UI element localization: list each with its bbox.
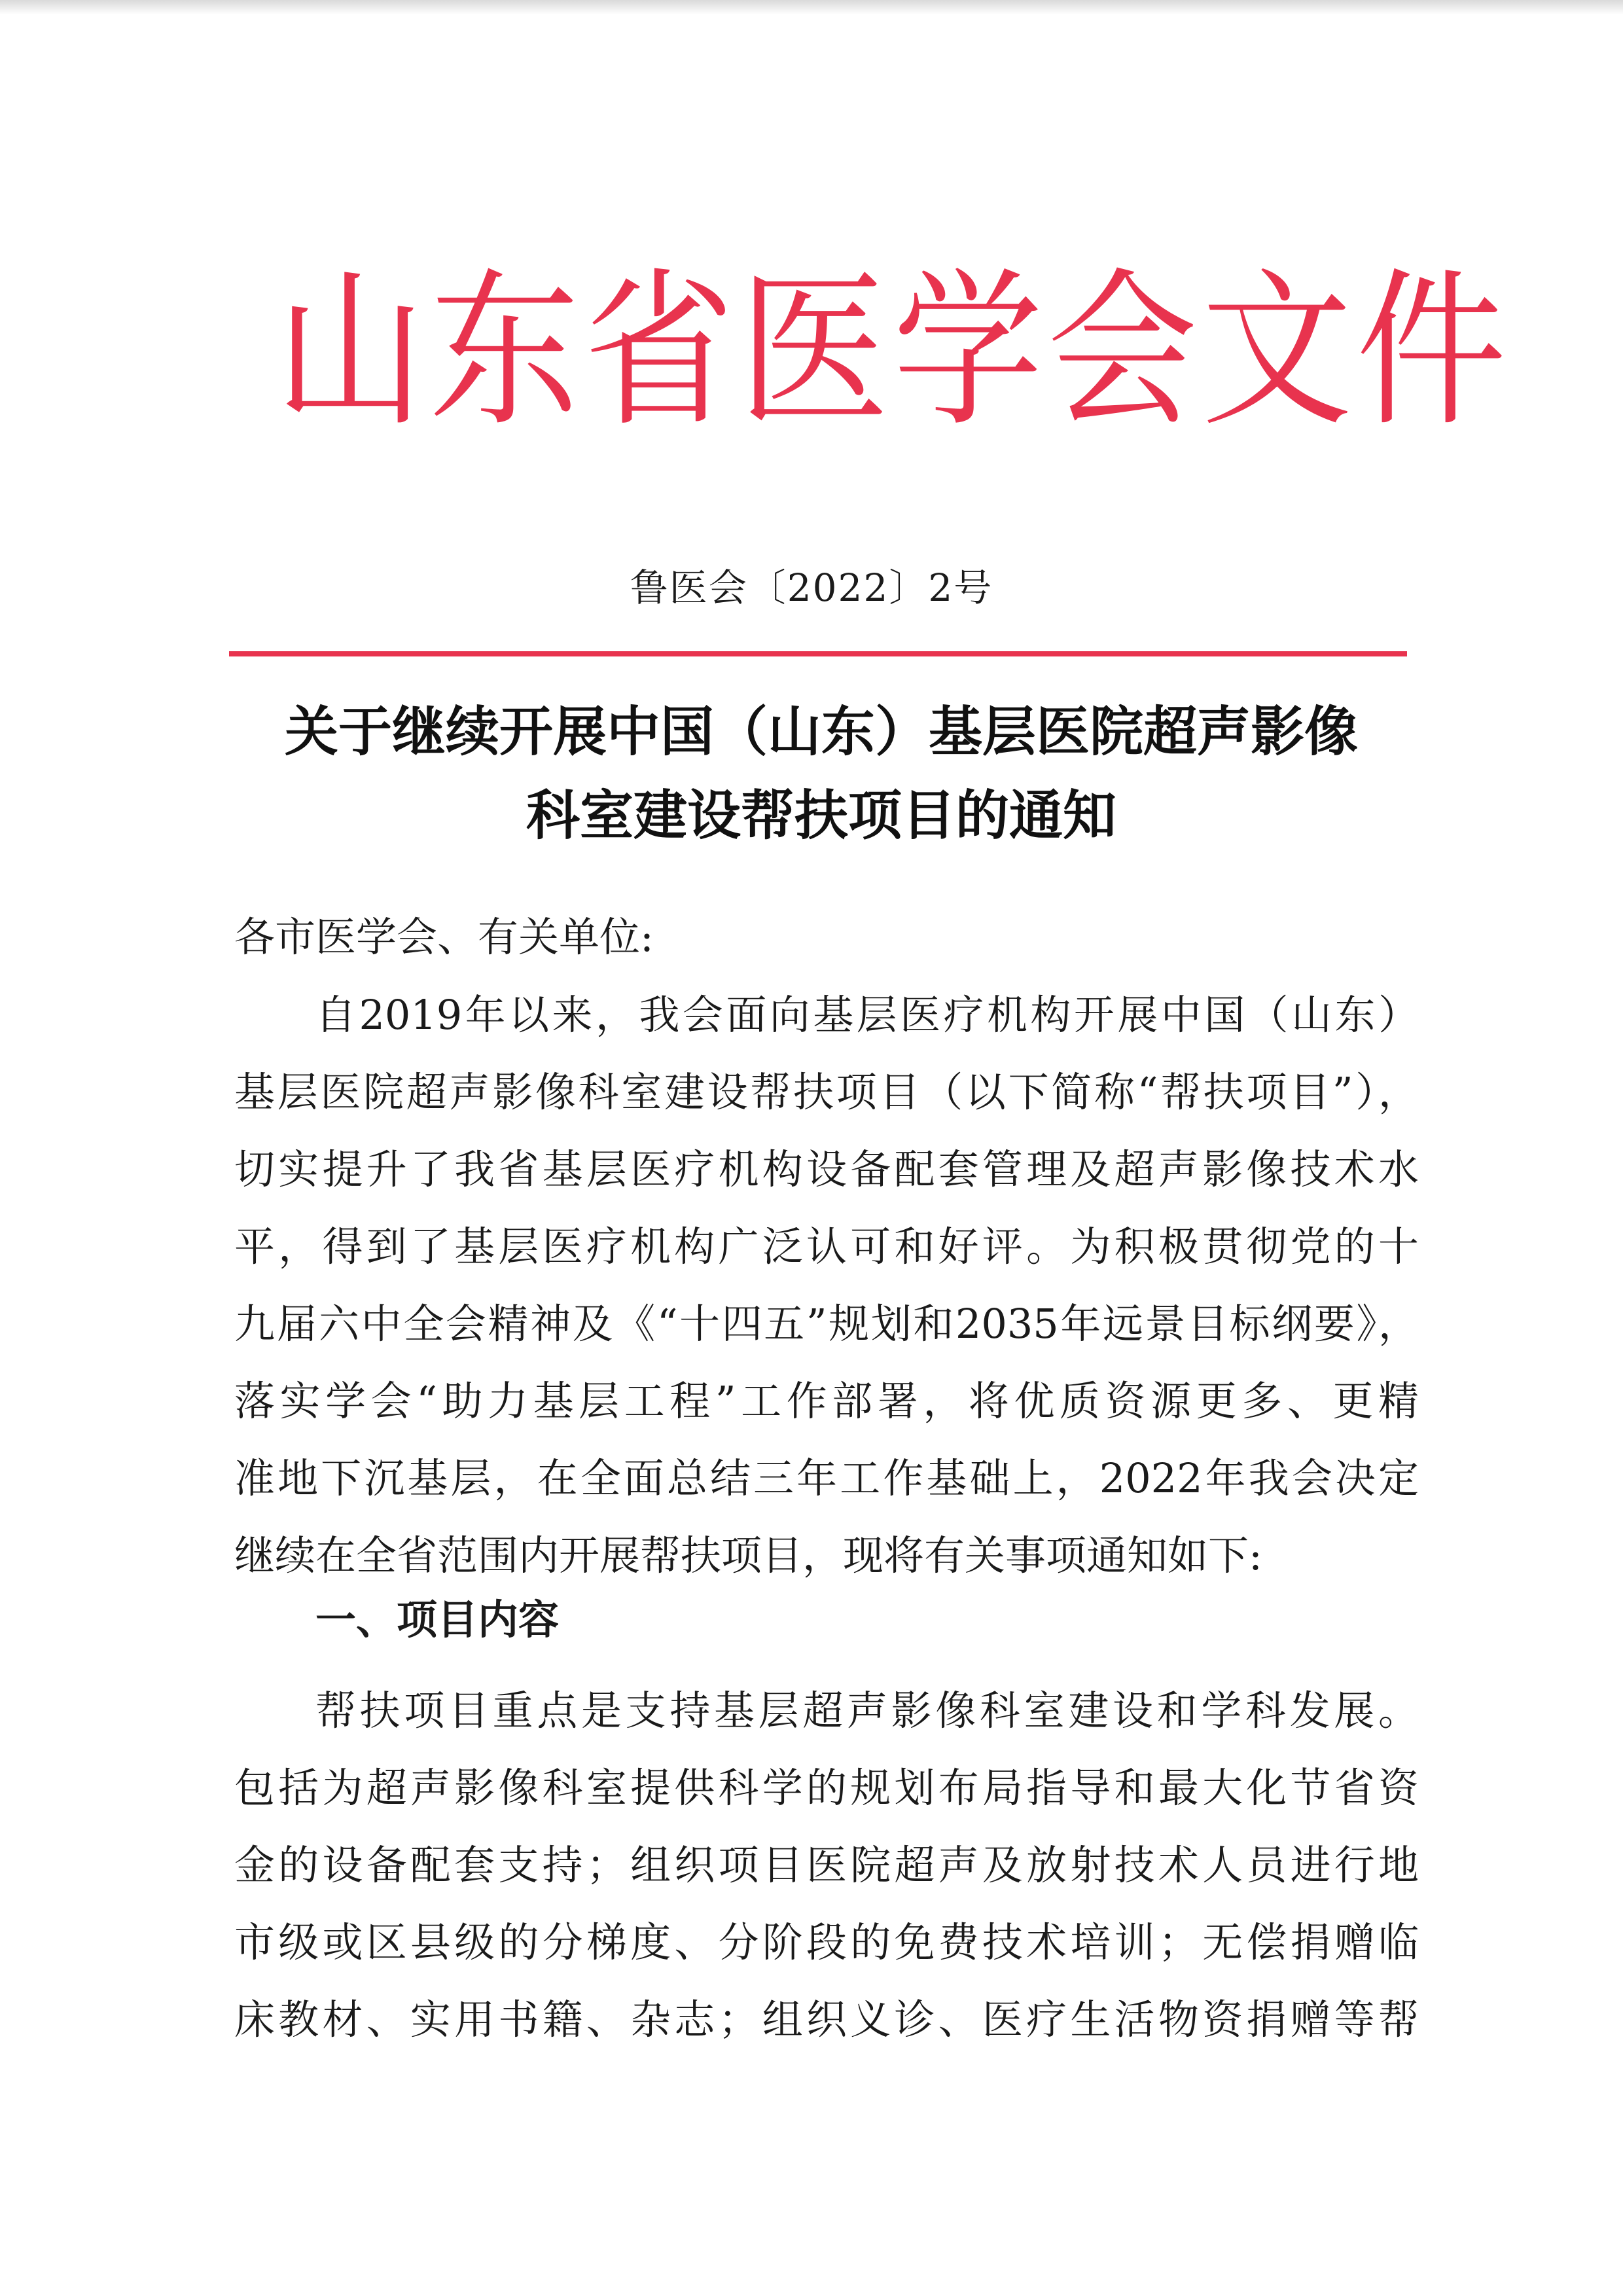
paragraph-line: 金的设备配套支持；组织项目医院超声及放射技术人员进行地 xyxy=(234,1841,1419,1889)
salutation: 各市医学会、有关单位: xyxy=(234,913,654,961)
red-divider-line xyxy=(229,651,1407,656)
paragraph-line: 市级或区县级的分梯度、分阶段的免费技术培训；无偿捐赠临 xyxy=(234,1918,1419,1966)
paragraph-line: 切实提升了我省基层医疗机构设备配套管理及超声影像技术水 xyxy=(234,1145,1419,1193)
paragraph-line: 准地下沉基层，在全面总结三年工作基础上，2022年我会决定 xyxy=(234,1454,1419,1502)
section1-paragraph xyxy=(234,1672,1419,2058)
notice-title xyxy=(223,691,1420,858)
paragraph-line: 继续在全省范围内开展帮扶项目，现将有关事项通知如下: xyxy=(234,1532,1262,1579)
document-number: 鲁医会〔2022〕2号 xyxy=(630,565,993,610)
paragraph-line: 平，得到了基层医疗机构广泛认可和好评。为积极贯彻党的十 xyxy=(234,1223,1419,1270)
paragraph-line: 帮扶项目重点是支持基层超声影像科室建设和学科发展。 xyxy=(315,1687,1419,1734)
notice-title-line-2: 科室建设帮扶项目的通知 xyxy=(526,785,1116,847)
scan-edge-shadow xyxy=(0,0,1623,14)
section-heading-project-content: 一、项目内容 xyxy=(315,1596,560,1643)
notice-title-line-1: 关于继续开展中国（山东）基层医院超声影像 xyxy=(284,701,1358,763)
paragraph-line: 包括为超声影像科室提供科学的规划布局指导和最大化节省资 xyxy=(234,1764,1419,1812)
masthead-title: 山东省医学会文件 xyxy=(275,253,1511,450)
paragraph-line: 落实学会“助力基层工程”工作部署，将优质资源更多、更精 xyxy=(234,1377,1419,1425)
paragraph-line: 自2019年以来，我会面向基层医疗机构开展中国（山东） xyxy=(315,991,1419,1039)
paragraph-line: 九届六中全会精神及《“十四五”规划和2035年远景目标纲要》， xyxy=(234,1300,1419,1348)
paragraph-line: 基层医院超声影像科室建设帮扶项目（以下简称“帮扶项目”）， xyxy=(234,1068,1419,1116)
intro-paragraph xyxy=(234,977,1419,1594)
paragraph-line: 床教材、实用书籍、杂志；组织义诊、医疗生活物资捐赠等帮 xyxy=(234,1996,1419,2043)
